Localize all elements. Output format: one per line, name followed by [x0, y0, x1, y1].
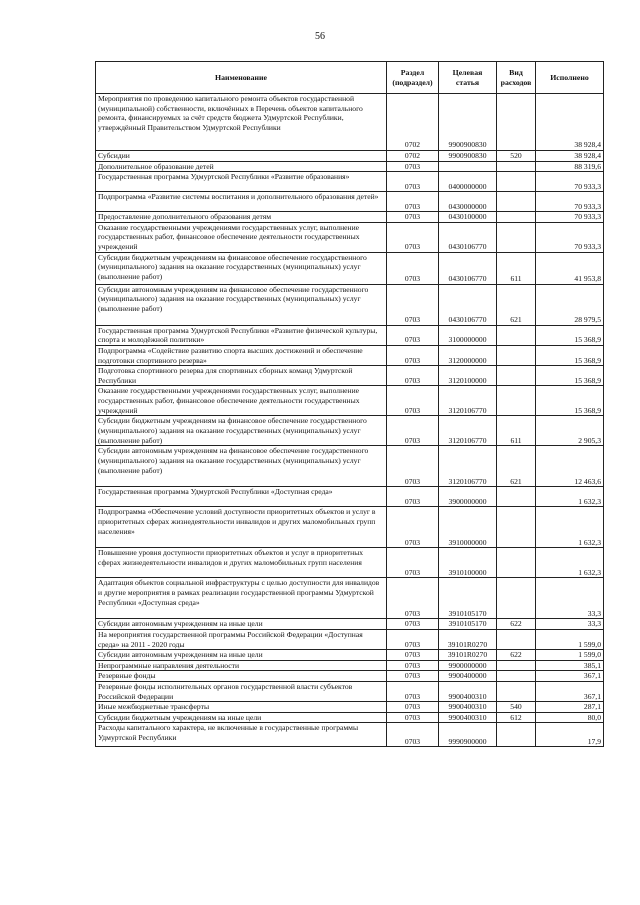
- row-name: Подпрограмма «Содействие развитию спорта высших достижений и обеспечение подготовки спортивного резерва»: [96, 345, 387, 365]
- row-type: [497, 660, 536, 671]
- table-row: [96, 723, 604, 747]
- row-name: Субсидии автономным учреждениям на иные цели: [96, 619, 387, 630]
- row-target: 3120106770: [439, 386, 497, 416]
- row-target: 9900900830: [439, 151, 497, 162]
- table-row: [96, 578, 604, 619]
- row-section: 0703: [387, 578, 439, 619]
- row-target: 3120000000: [439, 345, 497, 365]
- row-section: 0703: [387, 222, 439, 252]
- row-name: Резервные фонды исполнительных органов государственной власти субъектов Российской Федерации: [96, 681, 387, 701]
- row-target: 0430100000: [439, 212, 497, 223]
- row-target: 3120106770: [439, 416, 497, 446]
- row-type: [497, 723, 536, 747]
- table-row: [96, 650, 604, 661]
- table-row: [96, 548, 604, 578]
- row-amount: 1 599,0: [536, 650, 604, 661]
- row-type: 611: [497, 416, 536, 446]
- row-name: Иные межбюджетные трансферты: [96, 702, 387, 713]
- table-row: [96, 325, 604, 345]
- table-row: [96, 681, 604, 701]
- row-type: [497, 94, 536, 151]
- header-section: Раздел (подраздел): [387, 62, 439, 94]
- row-type: [497, 548, 536, 578]
- row-name: Субсидии бюджетным учреждениям на финансовое обеспечение государственного (муниципального) задания на оказание государственных (муниципальных) услуг (выполнение работ): [96, 416, 387, 446]
- row-target: 3120106770: [439, 446, 497, 487]
- row-amount: 88 319,6: [536, 161, 604, 172]
- row-section: 0703: [387, 702, 439, 713]
- row-name: Адаптация объектов социальной инфраструктуры с целью доступности для инвалидов и другие мероприятия в рамках реализации государственной программы Удмуртской Республики «Доступная среда»: [96, 578, 387, 619]
- row-amount: 15 368,9: [536, 366, 604, 386]
- row-name: Подпрограмма «Развитие системы воспитания и дополнительного образования детей»: [96, 192, 387, 212]
- row-type: [497, 671, 536, 682]
- row-name: Субсидии автономным учреждениям на финансовое обеспечение государственного (муниципального) задания на оказание государственных (муниципальных) услуг (выполнение работ): [96, 446, 387, 487]
- row-name: Государственная программа Удмуртской Республики «Развитие образования»: [96, 172, 387, 192]
- table-row: [96, 487, 604, 507]
- row-section: 0703: [387, 671, 439, 682]
- row-type: [497, 681, 536, 701]
- row-type: 622: [497, 650, 536, 661]
- row-target: 9990900000: [439, 723, 497, 747]
- row-target: 39101R0270: [439, 650, 497, 661]
- table-row: [96, 446, 604, 487]
- row-section: 0703: [387, 192, 439, 212]
- row-name: Субсидии автономным учреждениям на иные цели: [96, 650, 387, 661]
- row-amount: 385,1: [536, 660, 604, 671]
- row-name: Подготовка спортивного резерва для спортивных сборных команд Удмуртской Республики: [96, 366, 387, 386]
- row-amount: 2 905,3: [536, 416, 604, 446]
- table-row: [96, 366, 604, 386]
- row-section: 0703: [387, 712, 439, 723]
- row-amount: 17,9: [536, 723, 604, 747]
- row-amount: 287,1: [536, 702, 604, 713]
- table-body: [96, 94, 604, 747]
- row-name: Резервные фонды: [96, 671, 387, 682]
- row-type: [497, 629, 536, 649]
- row-target: 0430106770: [439, 284, 497, 325]
- row-section: 0703: [387, 252, 439, 284]
- row-type: [497, 507, 536, 548]
- row-target: 3120100000: [439, 366, 497, 386]
- row-name: Субсидии: [96, 151, 387, 162]
- header-target: Целевая статья: [439, 62, 497, 94]
- table-row: [96, 172, 604, 192]
- row-amount: 1 632,3: [536, 548, 604, 578]
- row-section: 0703: [387, 650, 439, 661]
- budget-table: [95, 61, 604, 747]
- row-section: 0703: [387, 487, 439, 507]
- row-section: 0703: [387, 161, 439, 172]
- row-target: 0400000000: [439, 172, 497, 192]
- row-target: 9900400310: [439, 702, 497, 713]
- table-row: [96, 671, 604, 682]
- row-type: 520: [497, 151, 536, 162]
- row-name: Государственная программа Удмуртской Республики «Развитие физической культуры, спорта и молодёжной политики»: [96, 325, 387, 345]
- row-type: [497, 487, 536, 507]
- row-target: 3910105170: [439, 578, 497, 619]
- row-amount: 28 979,5: [536, 284, 604, 325]
- table-row: [96, 416, 604, 446]
- row-name: Оказание государственными учреждениями государственных услуг, выполнение государственных работ, финансовое обеспечение деятельности государственных учреждений: [96, 222, 387, 252]
- row-name: Дополнительное образование детей: [96, 161, 387, 172]
- row-amount: 70 933,3: [536, 192, 604, 212]
- row-amount: 367,1: [536, 681, 604, 701]
- row-type: 611: [497, 252, 536, 284]
- row-section: 0703: [387, 548, 439, 578]
- table-row: [96, 702, 604, 713]
- row-section: 0703: [387, 366, 439, 386]
- row-amount: 367,1: [536, 671, 604, 682]
- row-target: 3900000000: [439, 487, 497, 507]
- table-row: [96, 192, 604, 212]
- row-target: 0430106770: [439, 252, 497, 284]
- table-header-row: [96, 62, 604, 94]
- row-section: 0703: [387, 325, 439, 345]
- header-name: Наименование: [96, 62, 387, 94]
- row-amount: 15 368,9: [536, 345, 604, 365]
- row-amount: 38 928,4: [536, 151, 604, 162]
- row-target: 3910105170: [439, 619, 497, 630]
- row-section: 0703: [387, 660, 439, 671]
- row-type: 540: [497, 702, 536, 713]
- row-section: 0702: [387, 151, 439, 162]
- table-row: [96, 222, 604, 252]
- row-name: Государственная программа Удмуртской Республики «Доступная среда»: [96, 487, 387, 507]
- row-type: [497, 222, 536, 252]
- row-name: На мероприятия государственной программы Российской Федерации «Доступная среда» на 2011 - 2020 годы: [96, 629, 387, 649]
- row-amount: 38 928,4: [536, 94, 604, 151]
- row-type: [497, 366, 536, 386]
- row-type: 621: [497, 446, 536, 487]
- row-target: 3100000000: [439, 325, 497, 345]
- row-type: [497, 172, 536, 192]
- row-amount: 12 463,6: [536, 446, 604, 487]
- row-type: [497, 161, 536, 172]
- row-name: Субсидии автономным учреждениям на финансовое обеспечение государственного (муниципального) задания на оказание государственных (муниципальных) услуг (выполнение работ): [96, 284, 387, 325]
- row-target: 9900000000: [439, 660, 497, 671]
- row-type: 622: [497, 619, 536, 630]
- row-name: Субсидии бюджетным учреждениям на иные цели: [96, 712, 387, 723]
- row-type: 621: [497, 284, 536, 325]
- row-amount: 41 953,8: [536, 252, 604, 284]
- row-amount: 1 632,3: [536, 507, 604, 548]
- row-target: 9900900830: [439, 94, 497, 151]
- row-amount: 70 933,3: [536, 212, 604, 223]
- row-target: 0430000000: [439, 192, 497, 212]
- row-target: 0430106770: [439, 222, 497, 252]
- row-target: 9900400310: [439, 681, 497, 701]
- row-section: 0703: [387, 619, 439, 630]
- row-name: Оказание государственными учреждениями государственных услуг, выполнение государственных работ, финансовое обеспечение деятельности государственных учреждений: [96, 386, 387, 416]
- row-target: 3910000000: [439, 507, 497, 548]
- row-name: Повышение уровня доступности приоритетных объектов и услуг в приоритетных сферах жизнедеятельности инвалидов и других маломобильных групп населения: [96, 548, 387, 578]
- table-row: [96, 161, 604, 172]
- table-row: [96, 660, 604, 671]
- row-name: Расходы капитального характера, не включенные в государственные программы Удмуртской Республики: [96, 723, 387, 747]
- row-name: Субсидии бюджетным учреждениям на финансовое обеспечение государственного (муниципального) задания на оказание государственных (муниципальных) услуг (выполнение работ): [96, 252, 387, 284]
- row-section: 0703: [387, 212, 439, 223]
- row-section: 0703: [387, 416, 439, 446]
- table-row: [96, 386, 604, 416]
- row-name: Подпрограмма «Обеспечение условий доступности приоритетных объектов и услуг в приоритетных сферах жизнедеятельности инвалидов и других маломобильных групп населения»: [96, 507, 387, 548]
- row-section: 0703: [387, 446, 439, 487]
- row-target: 39101R0270: [439, 629, 497, 649]
- row-amount: 33,3: [536, 619, 604, 630]
- row-target: 3910100000: [439, 548, 497, 578]
- row-name: Мероприятия по проведению капитального ремонта объектов государственной (муниципальной) собственности, включённых в Перечень объектов капитального ремонта, финансируемых за счёт средств бюджета Удмуртской Республики, утверждённый Правительством Удмуртской Республики: [96, 94, 387, 151]
- row-amount: 70 933,3: [536, 222, 604, 252]
- row-section: 0703: [387, 172, 439, 192]
- row-amount: 70 933,3: [536, 172, 604, 192]
- row-type: [497, 212, 536, 223]
- table-row: [96, 629, 604, 649]
- row-section: 0703: [387, 723, 439, 747]
- row-amount: 33,3: [536, 578, 604, 619]
- row-section: 0703: [387, 681, 439, 701]
- row-type: [497, 386, 536, 416]
- row-amount: 1 599,0: [536, 629, 604, 649]
- row-name: Непрограммные направления деятельности: [96, 660, 387, 671]
- row-type: [497, 192, 536, 212]
- row-section: 0703: [387, 386, 439, 416]
- table-row: [96, 284, 604, 325]
- row-section: 0703: [387, 284, 439, 325]
- row-section: 0703: [387, 507, 439, 548]
- row-name: Предоставление дополнительного образования детям: [96, 212, 387, 223]
- row-type: [497, 578, 536, 619]
- row-amount: 1 632,3: [536, 487, 604, 507]
- row-section: 0702: [387, 94, 439, 151]
- row-section: 0703: [387, 629, 439, 649]
- header-amount: Исполнено: [536, 62, 604, 94]
- header-type: Вид расходов: [497, 62, 536, 94]
- row-type: [497, 345, 536, 365]
- row-section: 0703: [387, 345, 439, 365]
- row-type: 612: [497, 712, 536, 723]
- table-row: [96, 252, 604, 284]
- row-target: [439, 161, 497, 172]
- table-row: [96, 345, 604, 365]
- row-amount: 15 368,9: [536, 325, 604, 345]
- table-row: [96, 94, 604, 151]
- table-row: [96, 619, 604, 630]
- row-target: 9900400310: [439, 712, 497, 723]
- row-amount: 15 368,9: [536, 386, 604, 416]
- table-row: [96, 507, 604, 548]
- row-target: 9900400000: [439, 671, 497, 682]
- row-type: [497, 325, 536, 345]
- table-row: [96, 712, 604, 723]
- table-row: [96, 212, 604, 223]
- row-amount: 80,0: [536, 712, 604, 723]
- page-number: 56: [315, 31, 325, 42]
- table-row: [96, 151, 604, 162]
